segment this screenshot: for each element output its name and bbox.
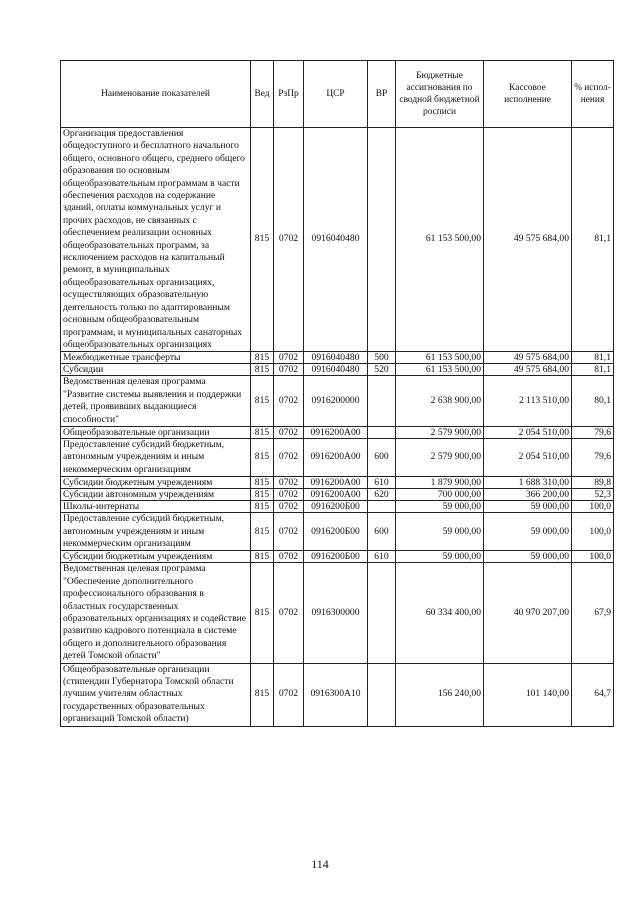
row-rzpr: 0702 [274, 426, 304, 438]
table-row [61, 426, 614, 438]
row-cash: 2 113 510,00 [484, 376, 572, 427]
row-vr [368, 563, 396, 663]
row-cash: 59 000,00 [484, 501, 572, 513]
row-csr: 0916300А10 [304, 663, 368, 726]
table-row [61, 501, 614, 513]
row-name: Субсидии бюджетным учреждениям [61, 551, 251, 563]
row-csr: 0916200Б00 [304, 513, 368, 551]
table-row [61, 513, 614, 551]
row-pct: 81,1 [572, 128, 614, 352]
table-row [61, 128, 614, 352]
row-budget: 700 000,00 [396, 489, 484, 501]
row-pct: 100,0 [572, 551, 614, 563]
row-budget: 61 153 500,00 [396, 352, 484, 364]
row-rzpr: 0702 [274, 513, 304, 551]
row-pct: 89,8 [572, 477, 614, 489]
header-vr: ВР [368, 61, 396, 128]
row-cash: 2 054 510,00 [484, 438, 572, 476]
row-rzpr: 0702 [274, 489, 304, 501]
row-rzpr: 0702 [274, 438, 304, 476]
row-cash: 59 000,00 [484, 551, 572, 563]
table-row [61, 551, 614, 563]
row-ved: 815 [251, 563, 274, 663]
row-budget: 2 579 900,00 [396, 438, 484, 476]
row-pct: 79,6 [572, 426, 614, 438]
row-ved: 815 [251, 128, 274, 352]
row-vr: 620 [368, 489, 396, 501]
header-pct: % испол-нения [572, 61, 614, 128]
row-name: Школы-интернаты [61, 501, 251, 513]
row-ved: 815 [251, 501, 274, 513]
row-budget: 61 153 500,00 [396, 128, 484, 352]
row-name: Субсидии [61, 364, 251, 376]
row-rzpr: 0702 [274, 352, 304, 364]
row-ved: 815 [251, 376, 274, 427]
row-rzpr: 0702 [274, 551, 304, 563]
budget-execution-table [60, 60, 614, 727]
row-pct: 64,7 [572, 663, 614, 726]
row-name: Субсидии автономным учреждениям [61, 489, 251, 501]
row-vr [368, 663, 396, 726]
row-budget: 156 240,00 [396, 663, 484, 726]
table-row [61, 563, 614, 663]
row-ved: 815 [251, 364, 274, 376]
row-pct: 81,1 [572, 364, 614, 376]
row-cash: 2 054 510,00 [484, 426, 572, 438]
row-ved: 815 [251, 438, 274, 476]
row-pct: 52,3 [572, 489, 614, 501]
header-rzpr: РзПр [274, 61, 304, 128]
header-budget: Бюджетные ассигнования по сводной бюджетной росписи [396, 61, 484, 128]
table-row [61, 489, 614, 501]
header-csr: ЦСР [304, 61, 368, 128]
row-ved: 815 [251, 663, 274, 726]
row-rzpr: 0702 [274, 501, 304, 513]
row-ved: 815 [251, 477, 274, 489]
row-name: Организация предоставления общедоступного и бесплатного начального общего, основного общего, среднего общего образования по основным общеобразовательным программам в части обеспечения расходов на содержание зданий, оплаты коммунальных услуг и прочих расходов, не связанных с обеспечением реализации основных общеобразовательных программ, за исключением расходов на капитальный ремонт, в муниципальных общеобразовательных организациях, осуществляющих образовательную деятельность только по адаптированным основным общеобразовательным программам, и муниципальных санаторных общеобразовательных организациях [61, 128, 251, 352]
header-name: Наименование показателей [61, 61, 251, 128]
row-ved: 815 [251, 426, 274, 438]
row-csr: 0916200Б00 [304, 551, 368, 563]
row-rzpr: 0702 [274, 376, 304, 427]
row-vr: 500 [368, 352, 396, 364]
row-budget: 2 579 900,00 [396, 426, 484, 438]
row-cash: 40 970 207,00 [484, 563, 572, 663]
row-pct: 67,9 [572, 563, 614, 663]
row-budget: 60 334 400,00 [396, 563, 484, 663]
table-row [61, 352, 614, 364]
row-name: Общеобразовательные организации (стипендии Губернатора Томской области лучшим учителям областных государственных образовательных организаций Томской области) [61, 663, 251, 726]
row-pct: 79,6 [572, 438, 614, 476]
row-name: Общеобразовательные организации [61, 426, 251, 438]
row-csr: 0916200000 [304, 376, 368, 427]
table-header-row [61, 61, 614, 128]
row-name: Субсидии бюджетным учреждениям [61, 477, 251, 489]
row-vr [368, 128, 396, 352]
row-vr [368, 501, 396, 513]
row-rzpr: 0702 [274, 364, 304, 376]
row-vr: 520 [368, 364, 396, 376]
row-rzpr: 0702 [274, 663, 304, 726]
row-csr: 0916200Б00 [304, 501, 368, 513]
row-cash: 366 200,00 [484, 489, 572, 501]
row-budget: 2 638 900,00 [396, 376, 484, 427]
row-cash: 59 000,00 [484, 513, 572, 551]
row-budget: 59 000,00 [396, 501, 484, 513]
header-ved: Вед [251, 61, 274, 128]
row-pct: 80,1 [572, 376, 614, 427]
row-vr: 610 [368, 477, 396, 489]
row-vr [368, 376, 396, 427]
table-row [61, 364, 614, 376]
table-row [61, 438, 614, 476]
row-rzpr: 0702 [274, 128, 304, 352]
row-csr: 0916040480 [304, 352, 368, 364]
table-row [61, 477, 614, 489]
row-name: Межбюджетные трансферты [61, 352, 251, 364]
row-name: Предоставление субсидий бюджетным, автономным учреждениям и иным некоммерческим организациям [61, 438, 251, 476]
row-name: Ведомственная целевая программа "Развитие системы выявления и поддержки детей, проявивших выдающиеся способности" [61, 376, 251, 427]
row-csr: 0916200А00 [304, 477, 368, 489]
row-cash: 49 575 684,00 [484, 128, 572, 352]
row-name: Ведомственная целевая программа "Обеспечение дополнительного профессионального образования в областных государственных образовательных организациях и содействие развитию кадрового потенциала в системе общего и дополнительного образования детей Томской области" [61, 563, 251, 663]
page-number: 114 [311, 857, 329, 871]
row-pct: 100,0 [572, 501, 614, 513]
row-ved: 815 [251, 513, 274, 551]
row-csr: 0916300000 [304, 563, 368, 663]
row-ved: 815 [251, 489, 274, 501]
table-row [61, 376, 614, 427]
row-pct: 81,1 [572, 352, 614, 364]
row-vr: 600 [368, 513, 396, 551]
row-cash: 49 575 684,00 [484, 352, 572, 364]
row-ved: 815 [251, 551, 274, 563]
row-cash: 1 688 310,00 [484, 477, 572, 489]
budget-table-container [60, 60, 613, 727]
row-budget: 59 000,00 [396, 513, 484, 551]
row-vr: 600 [368, 438, 396, 476]
row-rzpr: 0702 [274, 477, 304, 489]
row-csr: 0916040480 [304, 364, 368, 376]
row-csr: 0916200А00 [304, 438, 368, 476]
row-vr: 610 [368, 551, 396, 563]
row-cash: 101 140,00 [484, 663, 572, 726]
row-budget: 59 000,00 [396, 551, 484, 563]
row-pct: 100,0 [572, 513, 614, 551]
table-row [61, 663, 614, 726]
row-vr [368, 426, 396, 438]
row-budget: 1 879 900,00 [396, 477, 484, 489]
row-cash: 49 575 684,00 [484, 364, 572, 376]
header-cash: Кассовое исполнение [484, 61, 572, 128]
row-budget: 61 153 500,00 [396, 364, 484, 376]
row-rzpr: 0702 [274, 563, 304, 663]
row-csr: 0916040480 [304, 128, 368, 352]
row-name: Предоставление субсидий бюджетным, автономным учреждениям и иным некоммерческим организациям [61, 513, 251, 551]
row-ved: 815 [251, 352, 274, 364]
row-csr: 0916200А00 [304, 426, 368, 438]
row-csr: 0916200А00 [304, 489, 368, 501]
